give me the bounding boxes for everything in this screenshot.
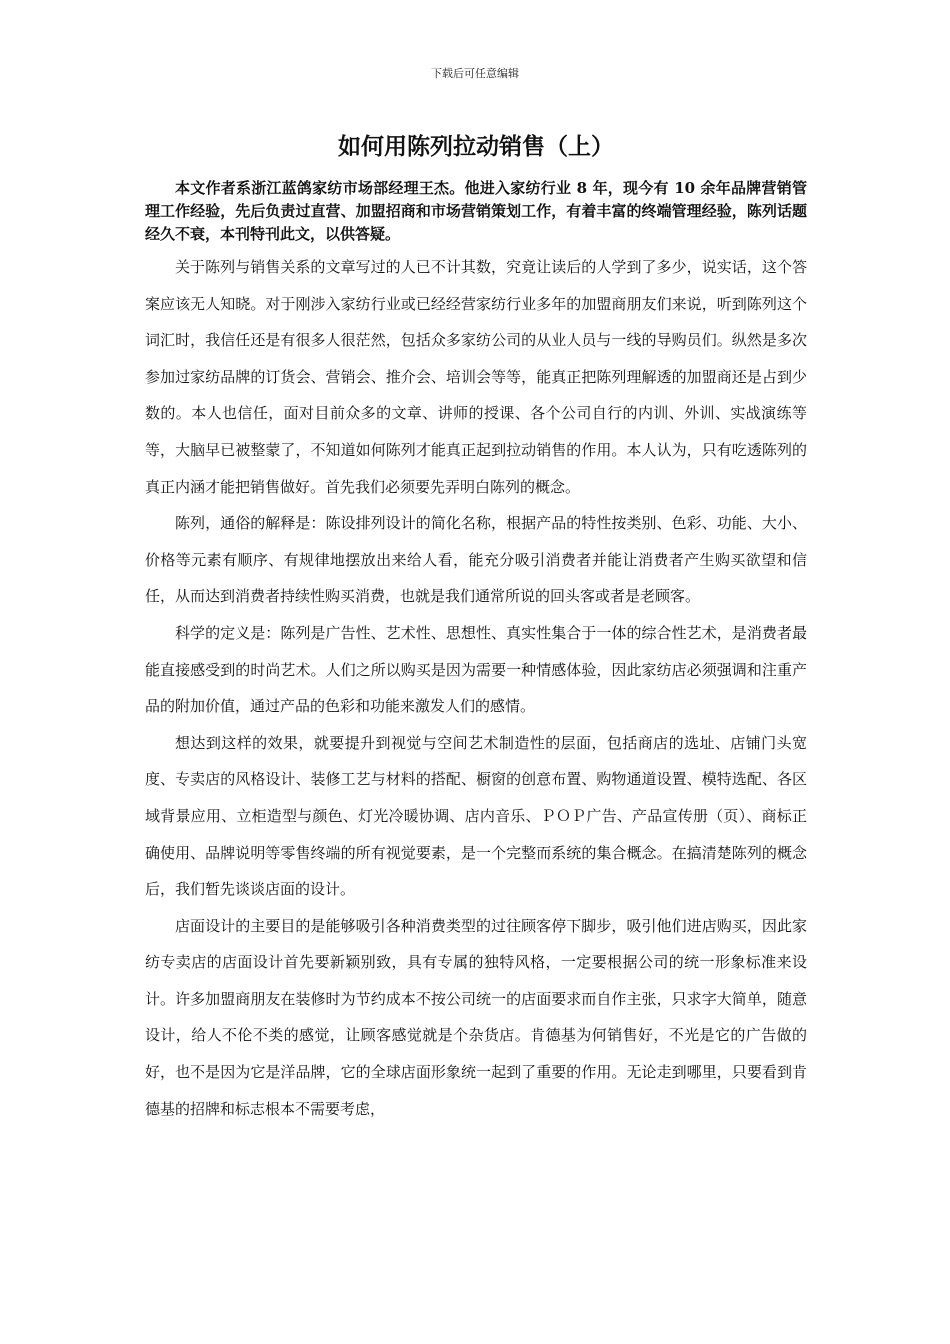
body-paragraph: 关于陈列与销售关系的文章写过的人已不计其数，究竟让读后的人学到了多少，说实话，这个答案应该无人知晓。对于刚涉入家纺行业或已经经营家纺行业多年的加盟商朋友们来说，听到陈列这个词汇时，我信任还是有很多人很茫然，包括众多家纺公司的从业人员与一线的导购员们。纵然是多次参加过家纺品牌的订货会、营销会、推介会、培训会等等，能真正把陈列理解透的加盟商还是占到少数的。本人也信任，面对目前众多的文章、讲师的授课、各个公司自行的内训、外训、实战演练等等，大脑早已被整蒙了，不知道如何陈列才能真正起到拉动销售的作用。本人认为，只有吃透陈列的真正内涵才能把销售做好。首先我们必须要先弄明白陈列的概念。 — [145, 258, 807, 496]
author-intro: 本文作者系浙江蓝鸽家纺市场部经理王杰。他进入家纺行业 8 年，现今有 10 余年品牌营销管理工作经验，先后负责过直营、加盟招商和市场营销策划工作，有着丰富的终端管理经验，陈列话题经久不衰，本刊特刊此文，以供答疑。 — [145, 179, 807, 243]
body-paragraph: 科学的定义是：陈列是广告性、艺术性、思想性、真实性集合于一体的综合性艺术，是消费者最能直接感受到的时尚艺术。人们之所以购买是因为需要一种情感体验，因此家纺店必须强调和注重产品的附加价值，通过产品的色彩和功能来激发人们的感情。 — [145, 623, 807, 716]
header-note: 下载后可任意编辑 — [431, 67, 519, 80]
body-paragraph: 陈列，通俗的解释是：陈设排列设计的简化名称，根据产品的特性按类别、色彩、功能、大小、价格等元素有顺序、有规律地摆放出来给人看，能充分吸引消费者并能让消费者产生购买欲望和信任，从而达到消费者持续性购买消费，也就是我们通常所说的回头客或者是老顾客。 — [145, 514, 807, 606]
article-body — [145, 177, 807, 1127]
body-paragraph: 想达到这样的效果，就要提升到视觉与空间艺术制造性的层面，包括商店的选址、店铺门头宽度、专卖店的风格设计、装修工艺与材料的搭配、橱窗的创意布置、购物通道设置、模特选配、各区域背景应用、立柜造型与颜色、灯光冷暖协调、店内音乐、ＰＯＰ广告、产品宣传册（页）、商标正确使用、品牌说明等零售终端的所有视觉要素，是一个完整而系统的集合概念。在搞清楚陈列的概念后，我们暂先谈谈店面的设计。 — [145, 733, 807, 899]
body-paragraph: 店面设计的主要目的是能够吸引各种消费类型的过往顾客停下脚步，吸引他们进店购买，因此家纺专卖店的店面设计首先要新颖别致，具有专属的独特风格，一定要根据公司的统一形象标准来设计。许多加盟商朋友在装修时为节约成本不按公司统一的店面要求而自作主张，只求字大简单，随意设计，给人不伦不类的感觉，让顾客感觉就是个杂货店。肯德基为何销售好，不光是它的广告做的好，也不是因为它是洋品牌，它的全球店面形象统一起到了重要的作用。无论走到哪里，只要看到肯德基的招牌和标志根本不需要考虑， — [145, 916, 807, 1118]
article-title: 如何用陈列拉动销售（上） — [338, 133, 614, 160]
